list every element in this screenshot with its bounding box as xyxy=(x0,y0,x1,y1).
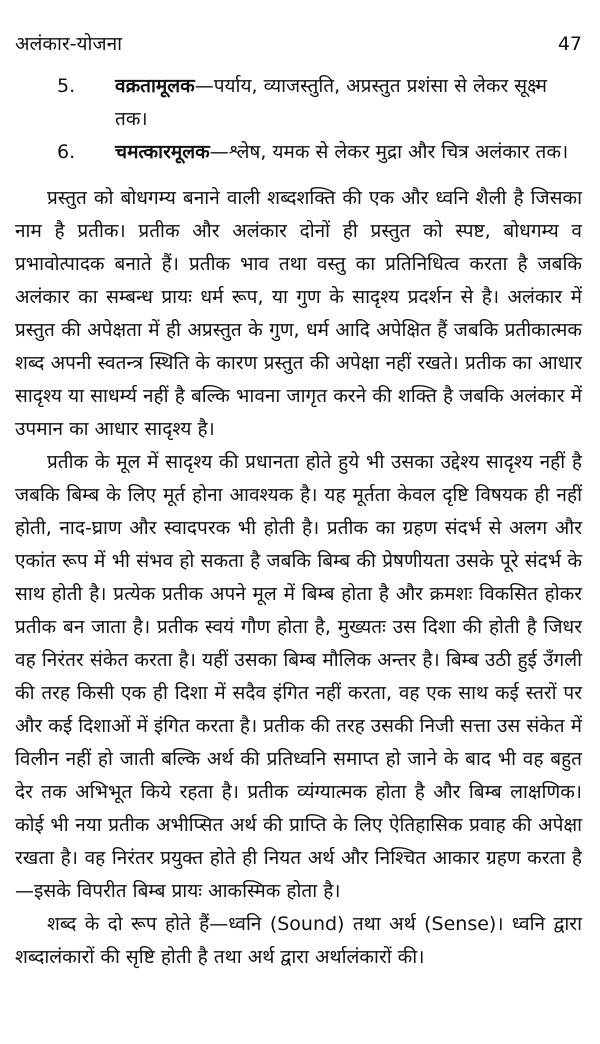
paragraph: प्रस्तुत को बोधगम्य बनाने वाली शब्दशक्ति की एक और ध्वनि शैली है जिसका नाम है प्रतीक। प्रतीक और अलंकार दोनों ही प्रस्तुत को स्पष्ट, बोधगम्य व प्रभावोत्पादक बनाते हैं। प्रतीक भाव तथा वस्तु का प्रतिनिधित्व करता है जबकि अलंकार का सम्बन्ध प्रायः धर्म रूप, या गुण के सादृश्य प्रदर्शन से है। अलंकार में प्रस्तुत की अपेक्षता में ही अप्रस्तुत के गुण, धर्म आदि अपेक्षित हैं जबकि प्रतीकात्मक शब्द अपनी स्वतन्त्र स्थिति के कारण प्रस्तुत की अपेक्षा नहीं रखते। प्रतीक का आधार सादृश्य या साधर्म्य नहीं है बल्कि भावना जागृत करने की शक्ति है जबकि अलंकार में उपमान का आधार सादृश्य है। xyxy=(15,187,582,440)
list-item-term: चमत्कारमूलक xyxy=(115,141,210,163)
page-number: 47 xyxy=(557,33,582,55)
paragraph: शब्द के दो रूप होते हैं—ध्वनि (Sound) तथा अर्थ (Sense)। ध्वनि द्वारा शब्दालंकारों की सृष्टि होती है तथा अर्थ द्वारा अर्थालंकारों की। xyxy=(15,913,582,968)
list-item-number: 6. xyxy=(57,141,76,163)
list-item-text xyxy=(115,136,580,169)
running-header xyxy=(15,30,582,56)
category-list xyxy=(15,70,580,169)
body-text xyxy=(15,182,582,974)
list-item-number: 5. xyxy=(57,75,76,97)
list-item-description: —श्लेष, यमक से लेकर मुद्रा और चित्र अलंकार तक। xyxy=(209,141,569,163)
list-item-term: वक्रतामूलक xyxy=(115,75,195,97)
list-item-text xyxy=(115,70,580,136)
list-item-description: —पर्याय, व्याजस्तुति, अप्रस्तुत प्रशंसा से लेकर सूक्ष्म तक। xyxy=(115,75,547,130)
list-item xyxy=(15,136,580,169)
paragraph: प्रतीक के मूल में सादृश्य की प्रधानता होते हुये भी उसका उद्देश्य सादृश्य नहीं है जबकि बिम्ब के लिए मूर्त होना आवश्यक है। यह मूर्तता केवल दृष्टि विषयक ही नहीं होती, नाद-घ्राण और स्वादपरक भी होती है। प्रतीक का ग्रहण संदर्भ से अलग और एकांत रूप में भी संभव हो सकता है जबकि बिम्ब की प्रेषणीयता उसके पूरे संदर्भ के साथ होती है। प्रत्येक प्रतीक अपने मूल में बिम्ब होता है और क्रमशः विकसित होकर प्रतीक बन जाता है। प्रतीक स्वयं गौण होता है, मुख्यतः उस दिशा की होती है जिधर वह निरंतर संकेत करता है। यहीं उसका बिम्ब मौलिक अन्तर है। बिम्ब उठी हुई उँगली की तरह किसी एक ही दिशा में सदैव इंगित नहीं करता, वह एक साथ कई स्तरों पर और कई दिशाओं में इंगित करता है। प्रतीक की तरह उसकी निजी सत्ता उस संकेत में विलीन नहीं हो जाती बल्कि अर्थ की प्रतिध्वनि समाप्त हो जाने के बाद भी वह बहुत देर तक अभिभूत किये रहता है। प्रतीक व्यंग्यात्मक होता है और बिम्ब लाक्षणिक। कोई भी नया प्रतीक अभीप्सित अर्थ की प्राप्ति के लिए ऐतिहासिक प्रवाह की अपेक्षा रखता है। वह निरंतर प्रयुक्त होते ही नियत अर्थ और निश्चित आकार ग्रहण करता है—इसके विपरीत बिम्ब प्रायः आकस्मिक होता है। xyxy=(15,451,582,902)
chapter-title: अलंकार-योजना xyxy=(15,33,123,55)
list-item xyxy=(15,70,580,136)
